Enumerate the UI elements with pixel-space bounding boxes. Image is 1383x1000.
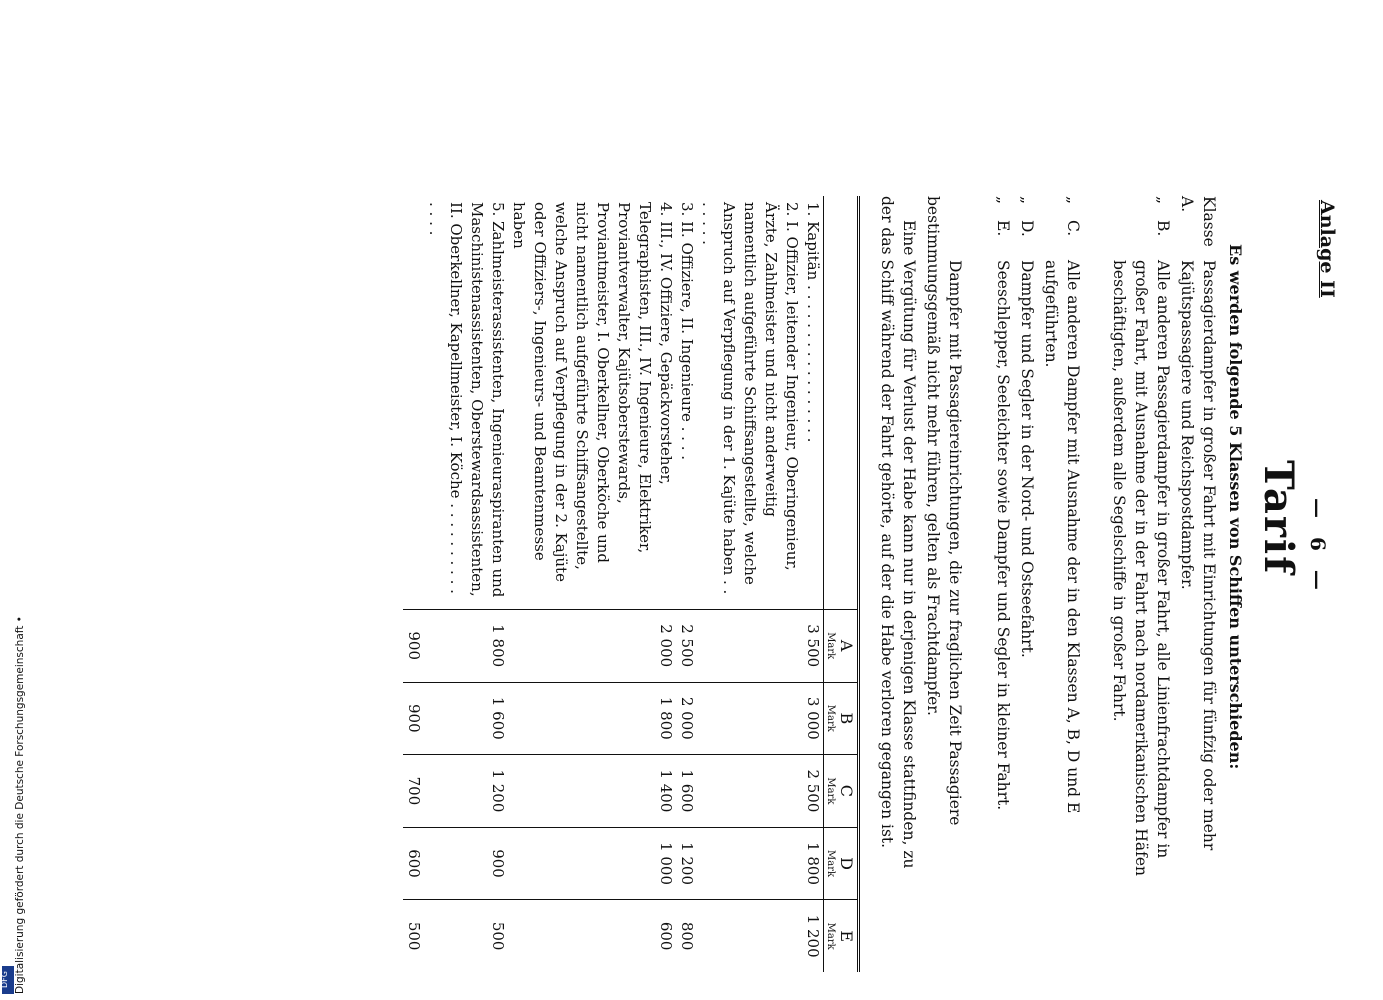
digitization-footer: Digitalisierung gefördert durch die Deutsche Forschungsgemeinschaft • — [14, 616, 26, 994]
cell-c: 700 — [403, 755, 424, 828]
cell-c: 1 200 — [424, 755, 508, 828]
rotated-document-page — [405, 160, 1340, 980]
dfg-logo-icon: DFG — [2, 966, 14, 994]
class-prefix: „ — [1154, 196, 1172, 205]
class-prefix: „ — [1064, 196, 1082, 205]
column-header-c: C Mark — [824, 755, 859, 828]
row-description — [403, 196, 424, 609]
cell-e: 600 — [508, 900, 676, 972]
cell-e: 500 — [403, 900, 424, 972]
row-description: 4. III., IV. Offiziere, Gepäckvorsteher, Telegraphisten, III., IV. Ingenieure, Elektriker, Proviantverwalter, Kajütsoberstewards, Proviantmeister, I. Oberkellner, Oberköche und nicht namentlich aufgeführte Schiffsangestellte, welche Anspruch auf Verpflegung in der 2. Kajüte oder Offiziers-, Ingenieurs- und Beamtenmesse haben — [510, 202, 675, 582]
cell-c: 1 600 — [676, 755, 697, 828]
class-text: Seeschlepper, Seeleichter sowie Dampfer und Segler in kleiner Fahrt. — [994, 260, 1012, 811]
row-description: 5. Zahlmeisterassistenten, Ingenieuraspiranten und Maschinistenassistenten, Oberstewardsassistenten, II. Oberkellner, Kapellmeister, I. Köche . . . . . . . . . . . . . . — [426, 202, 507, 598]
column-header-b: B Mark — [824, 682, 859, 755]
class-text: Passagierdampfer in großer Fahrt mit Einrichtungen für fünfzig oder mehr Kajütspassagiere und Reichspostdampfer. — [1178, 260, 1218, 851]
table-row — [424, 196, 508, 972]
cell-b: 1 600 — [424, 682, 508, 755]
class-prefix: „ — [994, 196, 1012, 205]
cell-b — [697, 682, 802, 755]
cell-c: 1 400 — [508, 755, 676, 828]
column-header-e: E Mark — [824, 900, 859, 972]
class-prefix: Klasse — [1200, 196, 1218, 247]
page-number: — 6 — — [1306, 498, 1330, 596]
table-row — [697, 196, 802, 972]
cell-a: 1 800 — [424, 609, 508, 682]
cell-d: 1 200 — [676, 827, 697, 900]
table-row — [676, 196, 697, 972]
class-letter: B. — [1154, 220, 1172, 237]
class-letter: D. — [1018, 220, 1036, 237]
cell-c — [697, 755, 802, 828]
column-header-a: A Mark — [824, 609, 859, 682]
page-title: Tarif — [1255, 460, 1302, 576]
paragraph-verguetung: Eine Vergütung für Verlust der Habe kann nur in derjenigen Klasse stattfinden, zu der das Schiff während der Fahrt gehörte, auf der die Habe verloren gegangen ist. — [878, 196, 918, 869]
cell-a — [697, 609, 802, 682]
paragraph-frachtdampfer: Dampfer mit Passagiereinrichtungen, die zur fraglichen Zeit Passagiere bestimmungsgemäß nicht mehr führen, gelten als Frachtdampfer. — [924, 196, 964, 826]
cell-b: 3 000 — [802, 682, 824, 755]
cell-b: 2 000 — [676, 682, 697, 755]
cell-a: 2 500 — [676, 609, 697, 682]
class-letter: C. — [1064, 220, 1082, 237]
cell-a: 3 500 — [802, 609, 824, 682]
row-description: 3. II. Offiziere, II. Ingenieure . . . . — [678, 202, 696, 461]
cell-d: 600 — [403, 827, 424, 900]
cell-e: 500 — [424, 900, 508, 972]
cell-e: 1 200 — [802, 900, 824, 972]
table-row — [508, 196, 676, 972]
cell-b: 900 — [403, 682, 424, 755]
class-text: Alle anderen Dampfer mit Ausnahme der in den Klassen A, B, D und E aufgeführten. — [1042, 260, 1082, 814]
cell-d: 1 800 — [802, 827, 824, 900]
tariff-table — [403, 196, 860, 972]
cell-a: 2 000 — [508, 609, 676, 682]
appendix-label: Anlage II — [1316, 200, 1338, 298]
class-letter: E. — [994, 220, 1012, 237]
cell-e — [697, 900, 802, 972]
class-item-a — [1176, 196, 1220, 900]
cell-d — [697, 827, 802, 900]
class-text: Alle anderen Passagierdampfer in großer Fahrt, alle Linienfrachtdampfer in großer Fahrt, mit Ausnahme der in der Fahrt nach nordamerikanischen Häfen beschäftigten, außerdem alle Segelschiffe in großer Fahrt. — [1110, 260, 1172, 876]
header-empty-cell — [824, 196, 859, 609]
class-item-e — [992, 196, 1014, 900]
class-prefix: „ — [1018, 196, 1036, 205]
intro-line: Es werden folgende 5 Klassen von Schiffen unterschieden: — [1226, 244, 1245, 770]
cell-a: 900 — [403, 609, 424, 682]
table-row — [403, 196, 424, 972]
cell-c: 2 500 — [802, 755, 824, 828]
class-item-c — [1040, 196, 1084, 900]
cell-e: 800 — [676, 900, 697, 972]
class-text: Dampfer und Segler in der Nord- und Ostseefahrt. — [1018, 260, 1036, 658]
table-header-row — [824, 196, 859, 972]
class-letter: A. — [1178, 196, 1196, 213]
class-item-d — [1016, 196, 1038, 900]
class-item-b — [1108, 196, 1174, 900]
column-header-d: D Mark — [824, 827, 859, 900]
row-description: 2. I. Offizier, leitender Ingenieur, Oberingenieur, Ärzte, Zahlmeister und nicht anderweitig namentlich aufgeführte Schiffsangestellte, welche Anspruch auf Verpflegung in der 1. Kajüte haben . . . . . . . — [699, 202, 801, 595]
row-description: 1. Kapitän . . . . . . . . . . . . . . . . . — [804, 202, 822, 443]
cell-b: 1 800 — [508, 682, 676, 755]
table-row — [802, 196, 824, 972]
cell-d: 1 000 — [508, 827, 676, 900]
cell-d: 900 — [424, 827, 508, 900]
